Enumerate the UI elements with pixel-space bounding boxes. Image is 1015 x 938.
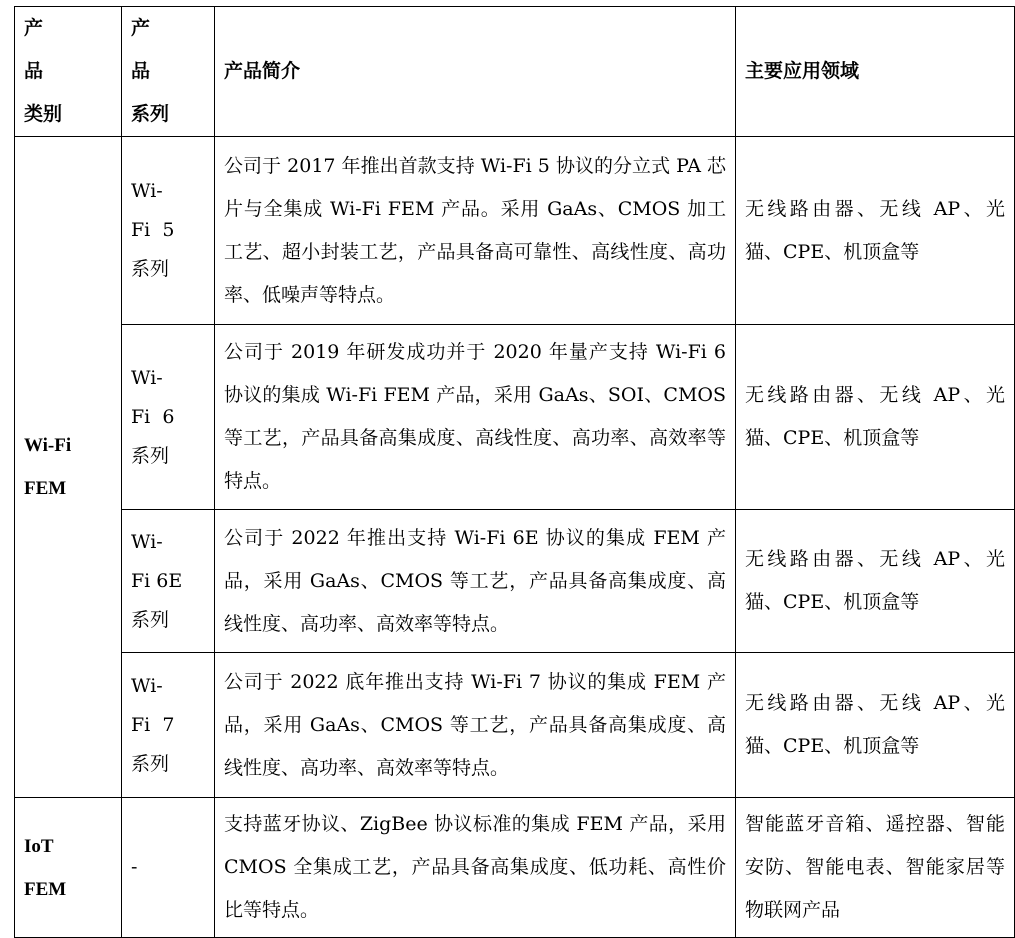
intro-cell: 公司于 2022 年推出支持 Wi-Fi 6E 协议的集成 FEM 产品，采用 GaAs、CMOS 等工艺，产品具备高集成度、高线性度、高功率、高效率等特点。 [215, 510, 736, 653]
header-applications: 主要应用领域 [736, 7, 1015, 137]
applications-cell: 无线路由器、无线 AP、光猫、CPE、机顶盒等 [736, 653, 1015, 798]
series-line3: 系列 [131, 258, 170, 280]
series-cell [122, 137, 215, 325]
intro-cell: 支持蓝牙协议、ZigBee 协议标准的集成 FEM 产品，采用 CMOS 全集成工艺，产品具备高集成度、低功耗、高性价比等特点。 [215, 798, 736, 938]
series-cell [122, 325, 215, 510]
intro-cell: 公司于 2022 底年推出支持 Wi-Fi 7 协议的集成 FEM 产品，采用 GaAs、CMOS 等工艺，产品具备高集成度、高线性度、高功率、高效率等特点。 [215, 653, 736, 798]
series-line2: Fi 6 [131, 405, 175, 428]
category-cell-iot-fem [15, 798, 122, 938]
header-intro: 产品简介 [215, 7, 736, 137]
product-table [14, 6, 1015, 938]
category-iot-line2: FEM [24, 878, 67, 900]
header-series-line1: 产 品 [131, 17, 169, 82]
applications-cell: 无线路由器、无线 AP、光猫、CPE、机顶盒等 [736, 325, 1015, 510]
header-category [15, 7, 122, 137]
series-line3: 系列 [131, 444, 170, 467]
series-line1: Wi- [131, 180, 163, 202]
series-line1: Wi- [131, 674, 163, 697]
intro-cell: 公司于 2019 年研发成功并于 2020 年量产支持 Wi-Fi 6 协议的集成 Wi-Fi FEM 产品，采用 GaAs、SOI、CMOS 等工艺，产品具备高集成度、高线性度、高功率、高效率等特点。 [215, 325, 736, 510]
table-row [15, 798, 1015, 938]
applications-cell: 无线路由器、无线 AP、光猫、CPE、机顶盒等 [736, 510, 1015, 653]
category-wifi-line2: FEM [24, 478, 67, 499]
header-series-line2: 系列 [131, 103, 170, 125]
series-line2: Fi 5 [131, 219, 175, 241]
applications-cell: 无线路由器、无线 AP、光猫、CPE、机顶盒等 [736, 137, 1015, 325]
series-cell [122, 653, 215, 798]
series-line2: Fi 7 [131, 713, 175, 736]
intro-cell: 公司于 2017 年推出首款支持 Wi-Fi 5 协议的分立式 PA 芯片与全集成 Wi-Fi FEM 产品。采用 GaAs、CMOS 加工工艺、超小封装工艺，产品具备高可靠性、高线性度、高功率、低噪声等特点。 [215, 137, 736, 325]
series-cell: - [122, 798, 215, 938]
header-category-line1: 产 品 [24, 17, 62, 82]
table-row [15, 510, 1015, 653]
header-series [122, 7, 215, 137]
category-wifi-line1: Wi-Fi [24, 435, 72, 456]
series-line3: 系列 [131, 608, 170, 631]
series-line2: Fi 6E [131, 569, 183, 592]
table-row [15, 325, 1015, 510]
category-iot-line1: IoT [24, 835, 54, 857]
table-header-row [15, 7, 1015, 137]
series-line1: Wi- [131, 530, 163, 553]
table-row [15, 653, 1015, 798]
series-line3: 系列 [131, 752, 170, 775]
applications-cell: 智能蓝牙音箱、遥控器、智能安防、智能电表、智能家居等物联网产品 [736, 798, 1015, 938]
table-row [15, 137, 1015, 325]
category-cell-wifi-fem [15, 137, 122, 798]
series-line1: Wi- [131, 366, 163, 389]
series-cell [122, 510, 215, 653]
header-category-line2: 类别 [24, 103, 63, 125]
